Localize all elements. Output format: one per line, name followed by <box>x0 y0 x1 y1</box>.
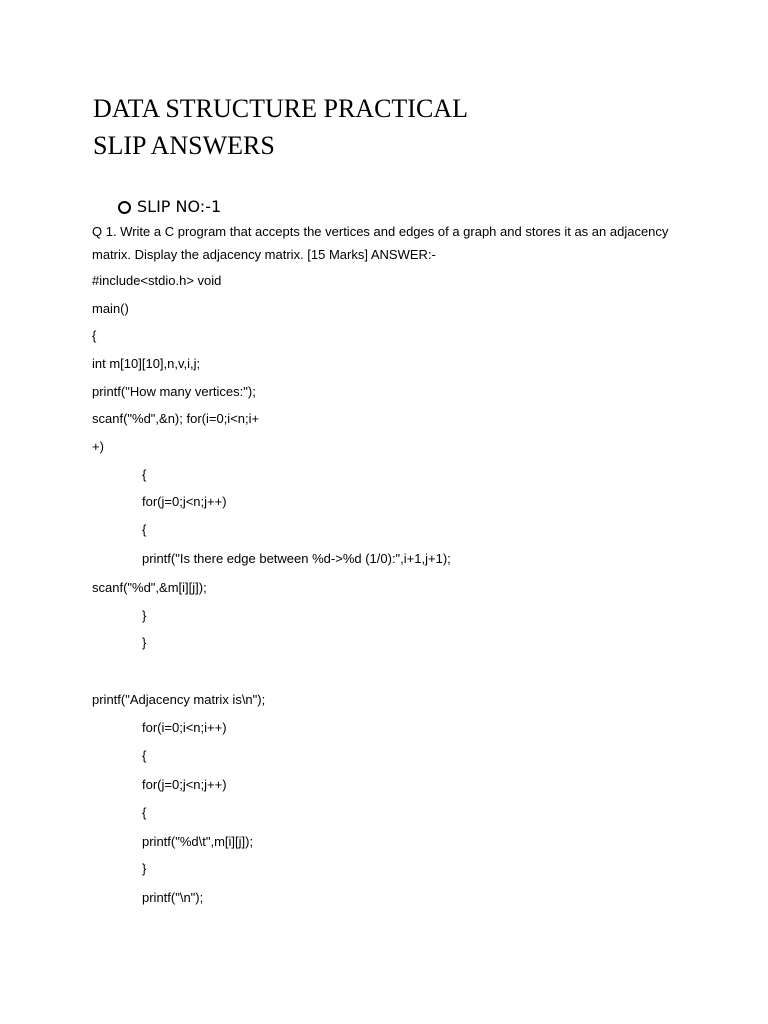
code-line: #include<stdio.h> void <box>92 273 222 288</box>
code-line: { <box>142 805 147 820</box>
code-line: { <box>92 328 97 343</box>
code-line: printf("%d\t",m[i][j]); <box>142 834 254 849</box>
code-line: { <box>142 748 147 763</box>
code-line: main() <box>92 301 129 316</box>
code-line: +) <box>92 439 104 454</box>
code-line: { <box>142 467 147 482</box>
hollow-circle-bullet-icon <box>118 201 131 214</box>
code-line: { <box>142 522 147 537</box>
code-line: printf("How many vertices:"); <box>92 384 256 399</box>
code-line: for(j=0;j<n;j++) <box>142 777 227 792</box>
code-line: scanf("%d",&m[i][j]); <box>92 580 207 595</box>
code-line: printf("Is there edge between %d->%d (1/0):",i+1,j+1); <box>142 551 451 566</box>
code-line: printf("\n"); <box>142 890 204 905</box>
code-line: } <box>142 635 147 650</box>
code-line: for(j=0;j<n;j++) <box>142 494 227 509</box>
code-line: int m[10][10],n,v,i,j; <box>92 356 201 371</box>
slip-heading <box>118 196 221 218</box>
document-title-line-2: SLIP ANSWERS <box>93 131 275 160</box>
code-line: for(i=0;i<n;i++) <box>142 720 227 735</box>
code-line: } <box>142 861 147 876</box>
question-text-line-2: matrix. Display the adjacency matrix. [15 Marks] ANSWER:- <box>92 247 436 262</box>
slip-heading-label: SLIP NO:-1 <box>137 197 222 216</box>
document-title-line-1: DATA STRUCTURE PRACTICAL <box>93 94 468 123</box>
code-line: printf("Adjacency matrix is\n"); <box>92 692 266 707</box>
code-line: scanf("%d",&n); for(i=0;i<n;i+ <box>92 411 260 426</box>
code-line: } <box>142 608 147 623</box>
question-text-line-1: Q 1. Write a C program that accepts the vertices and edges of a graph and stores it as an adjacency <box>92 224 669 239</box>
